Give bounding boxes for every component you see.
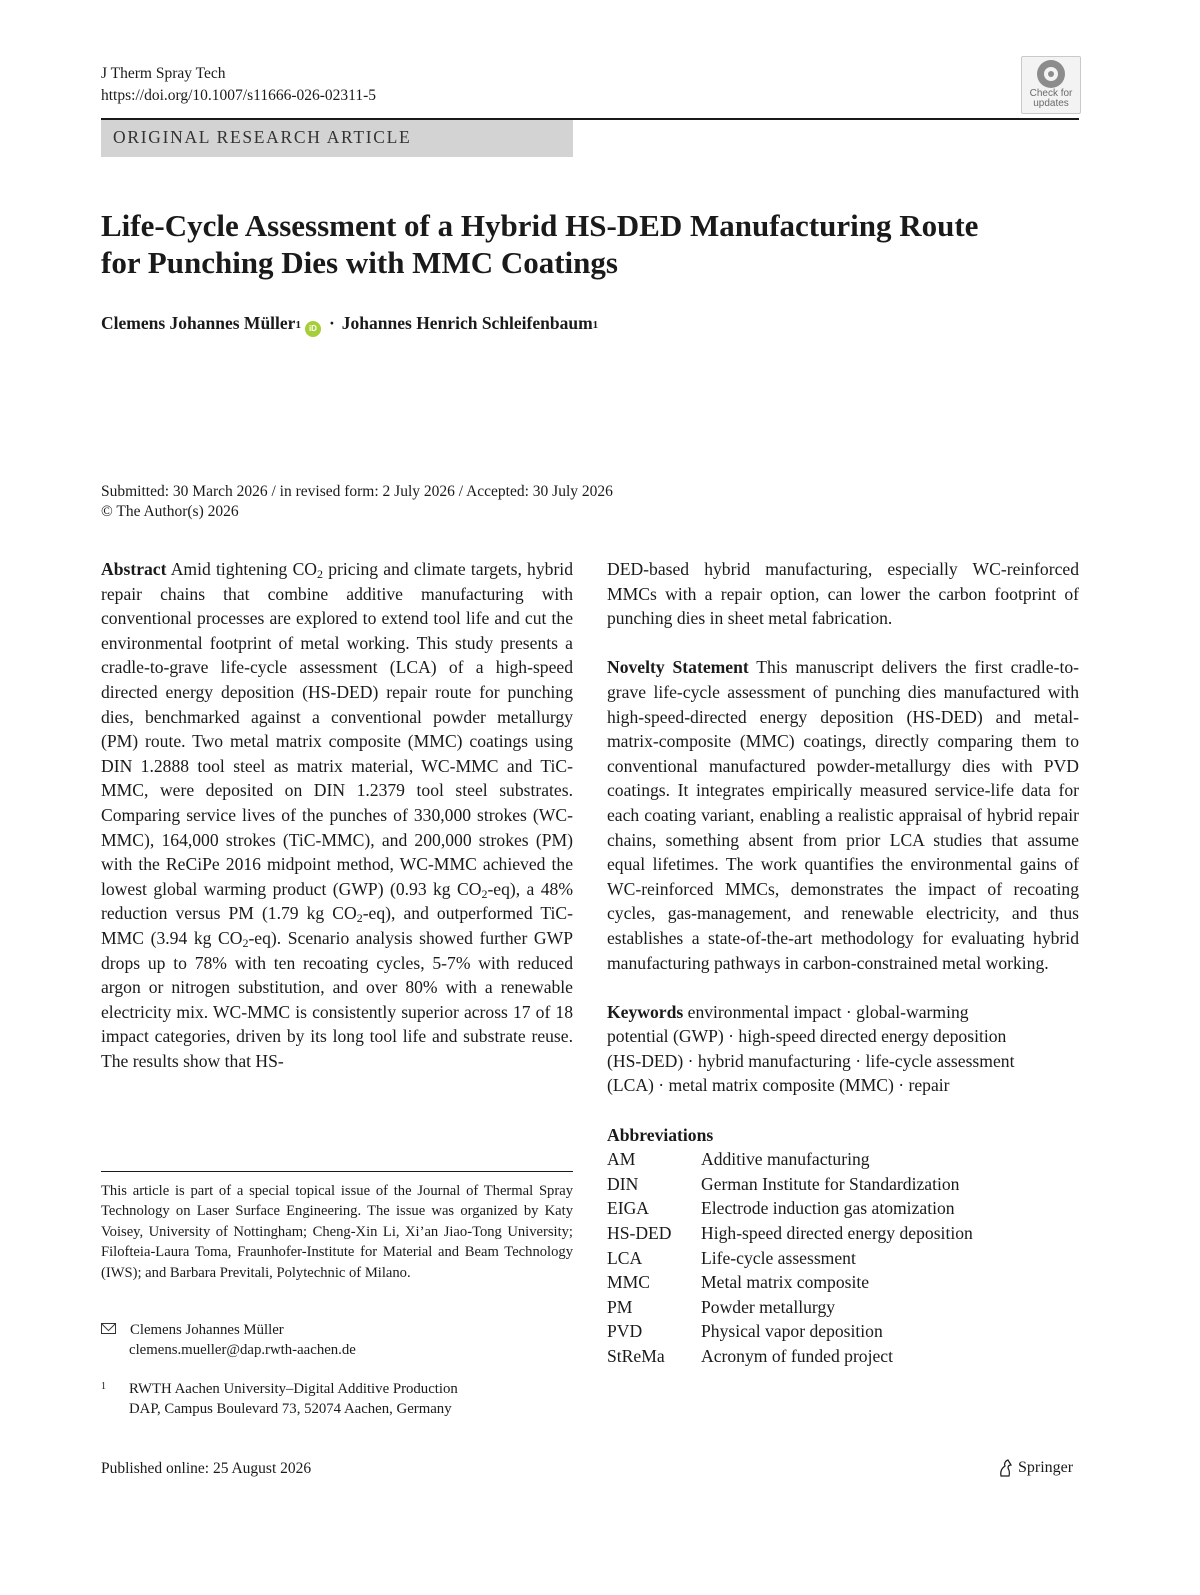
affiliation-number: 1: [101, 1381, 106, 1392]
title-line-1: Life-Cycle Assessment of a Hybrid HS-DED Manufacturing Route: [101, 208, 979, 243]
affiliation: [101, 1379, 458, 1420]
abbreviation-definition: Metal matrix composite: [701, 1272, 870, 1293]
abbreviation-row: [607, 1221, 973, 1246]
right-column: [607, 557, 1079, 1369]
abbreviation-row: [607, 1319, 973, 1344]
abbreviation-term: MMC: [607, 1272, 651, 1293]
special-issue-note: [101, 1181, 573, 1283]
abbreviation-definition: Life-cycle assessment: [701, 1247, 856, 1268]
submission-history: Submitted: 30 March 2026 / in revised form: 2 July 2026 / Accepted: 30 July 2026: [101, 483, 613, 500]
abstract-sub-1: 2: [317, 567, 324, 581]
abbreviation-row: [607, 1196, 973, 1221]
abstract-text-5: -eq). Scenario analysis showed further GWP drops up to 78% with ten recoating cycles, 5-7% with reduced argon or nitrogen substitution, and over 80% with a renewable electricity mix. WC-MMC is consistently superior across 17 of 18 impact categories, driven by its long tool life and substrate reuse. The results show that HS-: [101, 927, 573, 1071]
abstract-paragraph: [101, 557, 573, 1073]
novelty-statement: [607, 655, 1079, 975]
check-updates-icon: [1037, 60, 1065, 88]
journal-name: J Therm Spray Tech: [101, 65, 226, 82]
check-updates-text-1: Check for: [1029, 88, 1073, 99]
keywords-line-4: (LCA) · metal matrix composite (MMC) · repair: [607, 1075, 950, 1096]
abbreviation-term: AM: [607, 1149, 636, 1170]
abstract-text-3: -eq), a 48% reduction versus PM (1.79 kg CO: [101, 878, 574, 924]
abbreviation-definition: High-speed directed energy deposition: [701, 1223, 973, 1244]
abbreviation-row: [607, 1270, 973, 1295]
abbreviation-term: LCA: [607, 1247, 643, 1268]
abbreviations-title: Abbreviations: [607, 1124, 714, 1145]
copyright-line: © The Author(s) 2026: [101, 503, 239, 520]
publisher-logo[interactable]: [997, 1459, 1073, 1477]
corresponding-author: [101, 1320, 356, 1361]
affiliation-line-1: RWTH Aachen University–Digital Additive Production: [129, 1381, 458, 1397]
abbreviation-term: StReMa: [607, 1346, 665, 1366]
abbreviation-term: HS-DED: [607, 1223, 672, 1244]
abbreviation-row: [607, 1295, 973, 1320]
special-issue-text: This article is part of a special topical issue of the Journal of Thermal Spray Technology on Laser Surface Engineering. The issue was organized by Katy Voisey, University of Nottingham; Cheng-Xin Li, Xi’an Jiao-Tong University; Filofteia-Laura Toma, Fraunhofer-Institute for Material and Beam Technology (IWS); and Barbara Previtali, Polytechnic of Milano.: [101, 1183, 573, 1281]
left-column: [101, 557, 573, 1073]
keywords-label: Keywords: [607, 1001, 684, 1022]
doi-link[interactable]: https://doi.org/10.1007/s11666-026-02311-5: [101, 87, 376, 104]
abstract-text-4: -eq), and outperformed TiC-MMC (3.94 kg CO: [101, 903, 573, 948]
envelope-icon: [101, 1323, 116, 1334]
abbreviation-row: [607, 1172, 973, 1197]
abbreviation-definition: Acronym of funded project: [701, 1346, 894, 1366]
article-dates: [101, 482, 613, 522]
keywords: [607, 1000, 1079, 1098]
springer-horse-icon: [997, 1459, 1013, 1477]
author-2-name[interactable]: Johannes Henrich Schleifenbaum: [341, 313, 593, 333]
abstract-text-2: pricing and climate targets, hybrid repair chains that combine additive manufacturing with conventional processes are explored to extend tool life and cut the environmental footprint of metal working. This study presents a cradle-to-grave life-cycle assessment (LCA) of a high-speed directed energy deposition (HS-DED) repair route for punching dies, benchmarked against a conventional powder metallurgy (PM) route. Two metal matrix composite (MMC) coatings using DIN 1.2888 tool steel as matrix material, WC-MMC and TiC-MMC, were deposited on DIN 1.2379 tool steel substrates. Comparing service lives of the punches of 330,000 strokes (WC-MMC), 164,000 strokes (TiC-MMC), and 200,000 strokes (PM) with the ReCiPe 2016 midpoint method, WC-MMC achieved the lowest global warming product (GWP) (0.93 kg CO: [101, 559, 573, 899]
abbreviation-definition: Physical vapor deposition: [701, 1321, 883, 1342]
abbreviation-definition: Powder metallurgy: [701, 1296, 836, 1317]
footnote-rule: [101, 1171, 573, 1172]
keywords-line-3: (HS-DED) · hybrid manufacturing · life-cycle assessment: [607, 1050, 1015, 1071]
check-for-updates-badge[interactable]: [1021, 56, 1081, 114]
author-list: Clemens Johannes Müller $^1$ iD · Johannes Henrich Schleifenbaum $^1$: [101, 313, 598, 335]
author-1-name[interactable]: Clemens Johannes Müller: [101, 313, 296, 333]
journal-header: [101, 63, 376, 107]
published-online: Published online: 25 August 2026: [101, 1460, 312, 1477]
corresponding-author-name: Clemens Johannes Müller: [130, 1322, 284, 1338]
abbreviation-term: DIN: [607, 1173, 639, 1194]
abbreviation-term: PVD: [607, 1321, 643, 1342]
abbreviation-row: [607, 1147, 973, 1172]
abstract-sub-3: 2: [356, 911, 363, 926]
corresponding-author-email[interactable]: clemens.mueller@dap.rwth-aachen.de: [129, 1342, 356, 1359]
author-separator: ·: [328, 313, 335, 333]
abbreviation-term: PM: [607, 1296, 633, 1317]
novelty-text: This manuscript delivers the first cradle-to-grave life-cycle assessment of punching dies manufactured with high-speed-directed energy deposition (HS-DED) and metal-matrix-composite (MMC) coatings, directly comparing them to conventional manufactured powder-metallurgy dies with PVD coatings. It integrates empirically measured service-life data for each coating variant, enabling a realistic appraisal of hybrid repair chains, something absent from prior LCA studies that assume equal lifetimes. The work quantifies the environmental gains of WC-reinforced MMCs, demonstrates the impact of recoating cycles, gas-management, and renewable electricity, and thus establishes a state-of-the-art methodology for evaluating hybrid manufacturing pathways in carbon-constrained metal working.: [607, 657, 1079, 973]
abbreviation-definition: Electrode induction gas atomization: [701, 1198, 955, 1219]
abbreviations-table: [607, 1147, 973, 1368]
novelty-label: Novelty Statement: [607, 657, 749, 678]
abstract-continuation: DED-based hybrid manufacturing, especially WC-reinforced MMCs with a repair option, can lower the carbon footprint of punching dies in sheet metal fabrication.: [607, 559, 1079, 629]
abstract-label: Abstract: [101, 559, 167, 579]
keywords-line-1: environmental impact · global-warming: [683, 1001, 969, 1022]
article-type: ORIGINAL RESEARCH ARTICLE: [113, 127, 412, 147]
abstract-sub-4: 2: [242, 935, 249, 950]
affiliation-line-2: DAP, Campus Boulevard 73, 52074 Aachen, Germany: [129, 1401, 452, 1418]
abbreviation-definition: Additive manufacturing: [701, 1149, 870, 1170]
title-line-2: for Punching Dies with MMC Coatings: [101, 245, 618, 280]
abbreviation-row: [607, 1246, 973, 1271]
check-updates-text-2: updates: [1033, 98, 1069, 109]
publisher-name: Springer: [1018, 1459, 1074, 1476]
keywords-line-2: potential (GWP) · high-speed directed energy deposition: [607, 1026, 1007, 1047]
abbreviation-definition: German Institute for Standardization: [701, 1173, 960, 1194]
article-title: [101, 207, 1061, 281]
abbreviation-term: EIGA: [607, 1198, 650, 1219]
abstract-text-1: Amid tightening CO: [166, 559, 318, 579]
abbreviation-row: [607, 1344, 973, 1369]
abstract-sub-2: 2: [481, 886, 488, 901]
orcid-icon[interactable]: iD: [305, 321, 321, 337]
